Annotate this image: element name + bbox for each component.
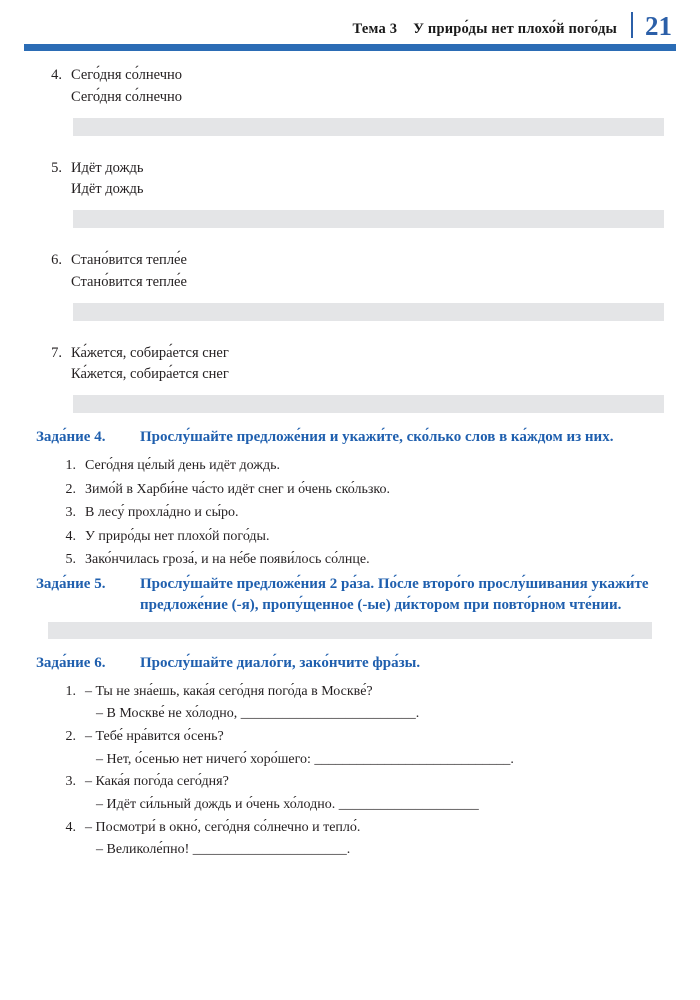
header-title: У приро́ды нет плохо́й пого́ды: [413, 21, 617, 37]
spacer: [36, 228, 664, 245]
list-item: [36, 501, 664, 525]
task-5-text: Прослу́шайте предложе́ния 2 ра́за. По́сле второ́го прослу́шивания укажи́те предложе́ние (-я), пропу́щенное (-ые) ди́ктором при повто́рном чте́нии.: [140, 575, 649, 614]
exercise-prompt-line: [36, 65, 664, 87]
list-item-text: Зако́нчилась гроза́, и на не́бе появи́лось со́лнце.: [85, 552, 370, 568]
exercise-item: [36, 65, 664, 153]
item-prompt: Ка́жется, собира́ется снег: [71, 344, 229, 361]
item-prompt: Стано́вится тепле́е: [71, 252, 187, 268]
task-5-answer-bar[interactable]: [48, 622, 652, 639]
dialog-answer[interactable]: – Великоле́пно! ______________________.: [96, 842, 351, 858]
item-number: 7.: [51, 344, 62, 361]
task-6-heading: [36, 653, 664, 674]
dialog-question-line: [36, 771, 664, 794]
dialog-question: – Посмотри́ в окно́, сего́дня со́лнечно и тепло́.: [85, 819, 361, 835]
page-content: [0, 51, 700, 862]
exercise-item: [36, 343, 664, 414]
item-prompt: Сего́дня со́лнечно: [71, 67, 183, 83]
answer-input-bar[interactable]: [73, 118, 664, 136]
item-echo: Ка́жется, собира́ется снег: [71, 366, 229, 383]
dialog-item: [36, 771, 664, 816]
item-prompt: Идёт дождь: [71, 159, 144, 176]
list-item-number: 4.: [65, 528, 76, 544]
exercise-prompt-line: [36, 343, 664, 365]
item-echo: Сего́дня со́лнечно: [71, 88, 183, 105]
list-item-text: Сего́дня це́лый день идёт дождь.: [85, 458, 280, 474]
answer-input-bar[interactable]: [73, 303, 664, 321]
task-5-heading: [36, 574, 664, 617]
list-item-number: 1.: [65, 458, 76, 474]
item-echo: Стано́вится тепле́е: [71, 273, 187, 290]
task-4-list: [36, 454, 664, 572]
list-item: [36, 548, 664, 572]
dialog-answer[interactable]: – В Москве́ не хо́лодно, _________________________.: [96, 706, 420, 722]
dialog-item: [36, 726, 664, 771]
list-item-number: 5.: [65, 552, 76, 568]
header-divider: [631, 12, 633, 38]
task-6-text: Прослу́шайте диало́ги, зако́нчите фра́зы.: [140, 655, 421, 672]
task-5-label: Зада́ние 5.: [36, 575, 106, 592]
exercise-echo-line: [36, 87, 664, 109]
task-6-label: Зада́ние 6.: [36, 655, 106, 672]
dialog-item: [36, 817, 664, 862]
exercise-echo-line: [36, 272, 664, 294]
task-6-dialogs: [36, 681, 664, 862]
dialog-question-line: [36, 817, 664, 840]
exercise-prompt-line: [36, 158, 664, 180]
exercise-item: [36, 250, 664, 338]
dialog-answer[interactable]: – Идёт си́льный дождь и о́чень хо́лодно. ____________________: [96, 797, 479, 813]
spacer: [36, 321, 664, 338]
dialog-number: 2.: [65, 729, 76, 745]
list-item-number: 2.: [65, 481, 76, 497]
page-header: [0, 0, 700, 41]
item-echo: Идёт дождь: [71, 181, 144, 198]
list-item: [36, 525, 664, 549]
spacer: [36, 136, 664, 153]
dialog-number: 3.: [65, 774, 76, 790]
task-4-label: Зада́ние 4.: [36, 429, 106, 445]
task-4-text: Прослу́шайте предложе́ния и укажи́те, ско́лько слов в ка́ждом из них.: [140, 429, 614, 445]
header-theme: Тема 3: [352, 21, 398, 37]
dialog-number: 4.: [65, 819, 76, 835]
exercise-item: [36, 158, 664, 246]
dialog-question: – Тебе́ нра́вится о́сень?: [85, 729, 224, 745]
dialog-question-line: [36, 681, 664, 704]
item-number: 5.: [51, 159, 62, 176]
exercise-echo-line: [36, 364, 664, 386]
list-item: [36, 454, 664, 478]
header-rule: [24, 44, 676, 51]
item-number: 6.: [51, 252, 62, 268]
item-number: 4.: [51, 67, 62, 83]
list-item: [36, 478, 664, 502]
exercise-prompt-line: [36, 250, 664, 272]
list-item-number: 3.: [65, 505, 76, 521]
list-item-text: У приро́ды нет плохо́й пого́ды.: [85, 528, 270, 544]
exercise-echo-line: [36, 179, 664, 201]
dialog-question-line: [36, 726, 664, 749]
page-number: 21: [645, 11, 672, 41]
answer-input-bar[interactable]: [73, 395, 664, 413]
answer-input-bar[interactable]: [73, 210, 664, 228]
dialog-question: – Кака́я пого́да сего́дня?: [85, 774, 229, 790]
task-4-heading: [36, 427, 664, 448]
list-item-text: В лесу́ прохла́дно и сы́ро.: [85, 505, 239, 521]
dialog-question: – Ты не зна́ешь, кака́я сего́дня пого́да в Москве́?: [85, 683, 373, 699]
list-item-text: Зимо́й в Харби́не ча́сто идёт снег и о́чень ско́льзко.: [85, 481, 390, 497]
dialog-answer[interactable]: – Нет, о́сенью нет ничего́ хоро́шего: ____________________________.: [96, 751, 514, 767]
dialog-number: 1.: [65, 683, 76, 699]
dialog-item: [36, 681, 664, 726]
